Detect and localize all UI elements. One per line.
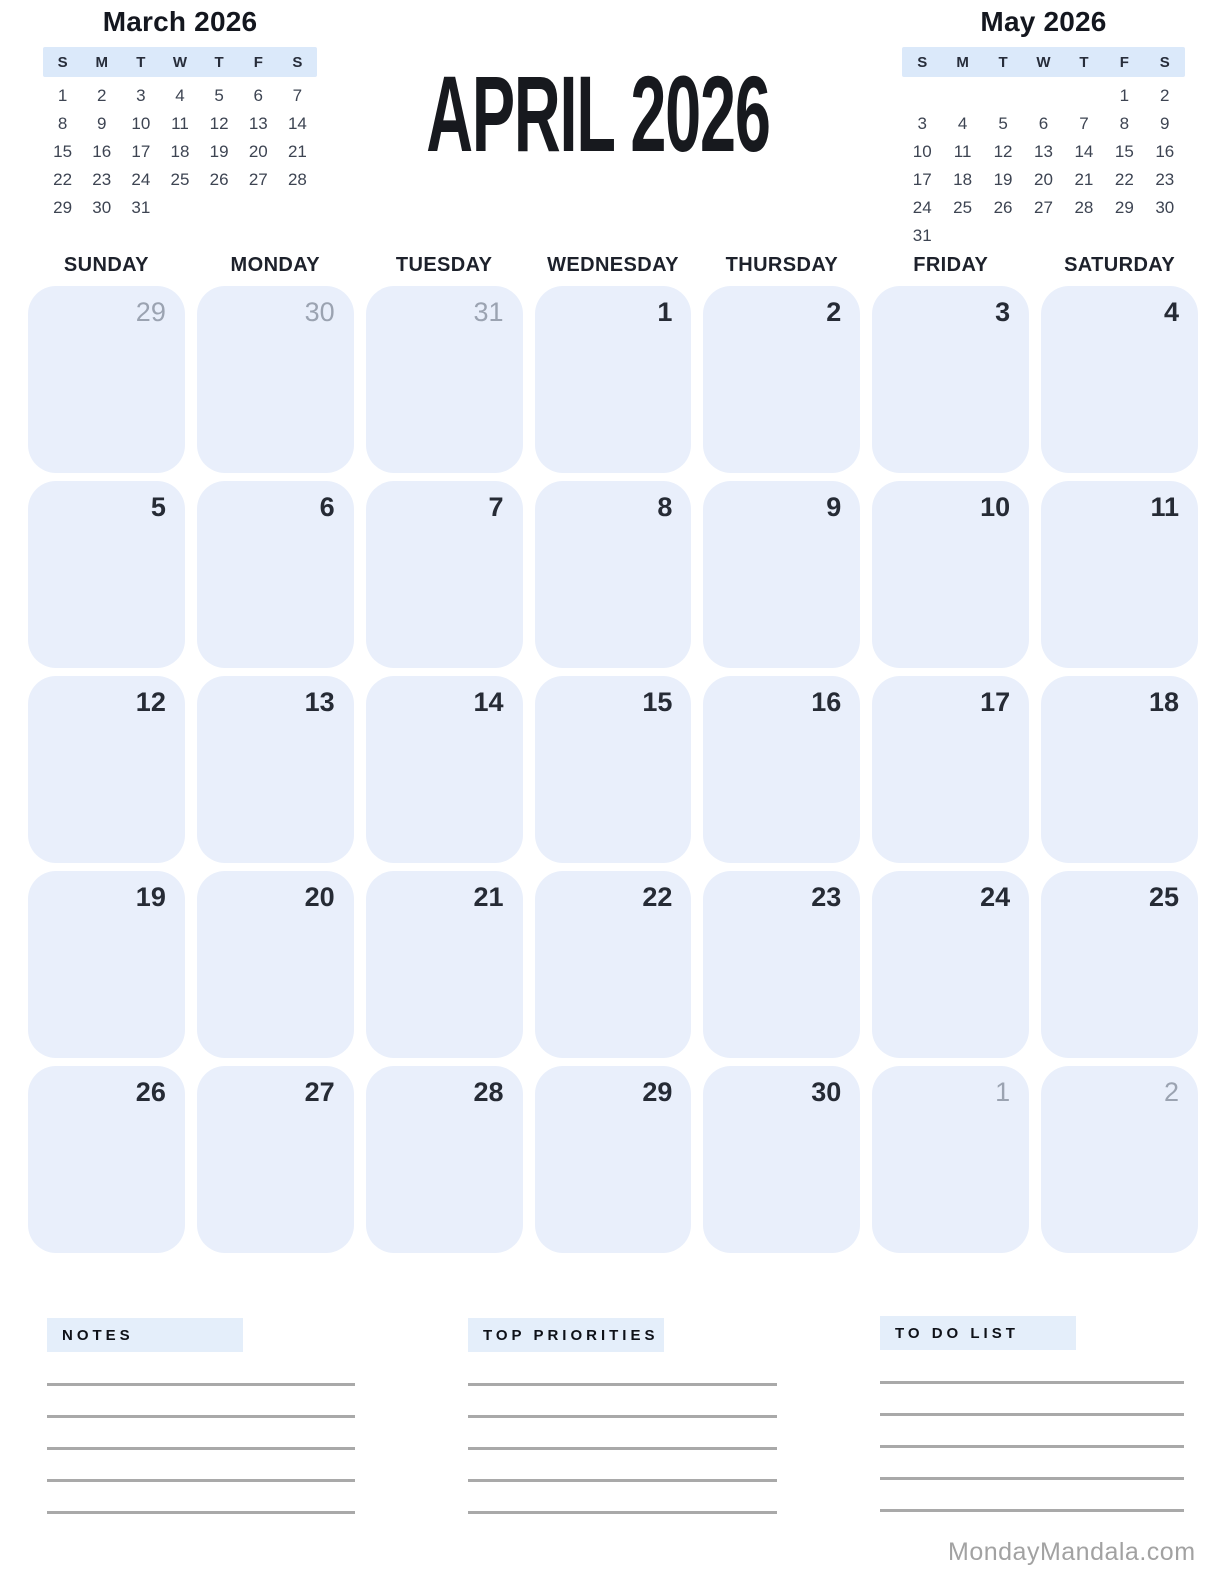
day-cell: [703, 676, 860, 863]
day-cell: [1041, 871, 1198, 1058]
mini-day: 8: [57, 114, 68, 133]
day-cell: [703, 1066, 860, 1253]
mini-day: 11: [953, 142, 972, 161]
day-cell: [872, 286, 1029, 473]
weekday-header: FRIDAY: [913, 254, 989, 276]
day-number: 16: [811, 687, 842, 717]
mini-day: 9: [1160, 114, 1170, 133]
day-cell: [872, 1066, 1029, 1253]
mini-day: 29: [53, 198, 73, 217]
mini-day: 31: [912, 226, 932, 245]
todo-list-section: [880, 1316, 1184, 1512]
weekday-header: SUNDAY: [63, 254, 149, 276]
day-number: 27: [304, 1077, 335, 1107]
mini-day: 12: [993, 142, 1013, 161]
day-number: 30: [811, 1077, 842, 1107]
top-priorities-label: TOP PRIORITIES: [468, 1318, 664, 1352]
mini-day: 11: [171, 114, 189, 133]
mini-day: 16: [1155, 142, 1175, 161]
day-cell: [535, 871, 692, 1058]
mini-day: 15: [1114, 142, 1134, 161]
mini-day: 9: [96, 114, 107, 133]
day-number: 6: [319, 492, 335, 522]
day-cell: [703, 481, 860, 668]
day-number: 11: [1150, 492, 1179, 522]
mini-day: 12: [209, 114, 229, 133]
day-number: 12: [135, 687, 166, 717]
weekday-header: TUESDAY: [395, 254, 493, 276]
day-cell: [366, 676, 523, 863]
day-cell: [1041, 676, 1198, 863]
day-number: 28: [473, 1077, 504, 1107]
mini-day: 19: [993, 170, 1013, 189]
day-cell: [28, 871, 185, 1058]
day-number: 19: [135, 882, 166, 912]
day-number: 3: [995, 297, 1011, 327]
day-cell: [1041, 1066, 1198, 1253]
day-cell: [872, 676, 1029, 863]
notes-label: NOTES: [47, 1318, 243, 1352]
mini-day: 29: [1114, 198, 1134, 217]
ruled-line: [880, 1448, 1184, 1480]
day-cell: [535, 481, 692, 668]
ruled-line: [468, 1482, 777, 1514]
ruled-line: [47, 1354, 355, 1386]
day-number: 8: [657, 492, 673, 522]
day-cell: [1041, 481, 1198, 668]
mini-weekday-letter: T: [214, 53, 224, 71]
todo-list-label: TO DO LIST: [880, 1316, 1076, 1350]
mini-day: 5: [998, 114, 1008, 133]
ruled-line: [880, 1480, 1184, 1512]
day-cell: [703, 871, 860, 1058]
day-cell: [366, 1066, 523, 1253]
mini-weekday-letter: T: [1079, 53, 1089, 71]
day-number: 9: [826, 492, 842, 522]
mini-day: 16: [92, 142, 112, 161]
day-number: 21: [473, 882, 504, 912]
ruled-line: [880, 1384, 1184, 1416]
mini-day: 4: [957, 114, 968, 133]
mini-day: 28: [287, 170, 307, 189]
mini-calendar-title: May 2026: [980, 6, 1107, 37]
mini-day: 15: [53, 142, 73, 161]
day-cell: [28, 481, 185, 668]
ruled-line: [47, 1386, 355, 1418]
weekday-header: THURSDAY: [725, 254, 839, 276]
mini-day: 6: [253, 86, 263, 105]
mini-day: 18: [170, 142, 190, 161]
mini-day: 20: [248, 142, 268, 161]
day-cell: [197, 1066, 354, 1253]
ruled-line: [468, 1450, 777, 1482]
mini-day: 3: [136, 86, 146, 105]
ruled-line: [47, 1450, 355, 1482]
mini-calendar-title: March 2026: [102, 6, 258, 37]
day-cell: [197, 481, 354, 668]
ruled-line: [47, 1482, 355, 1514]
day-number: 30: [304, 297, 335, 327]
mini-day: 4: [175, 86, 185, 105]
mini-day: 1: [1119, 86, 1130, 105]
day-cell: [366, 286, 523, 473]
mini-day: 7: [1079, 114, 1089, 133]
mini-day: 14: [1074, 142, 1094, 161]
day-cell: [535, 286, 692, 473]
month-grid: [28, 286, 1198, 1253]
day-cell: [1041, 286, 1198, 473]
weekday-header: WEDNESDAY: [547, 254, 679, 276]
day-number: 4: [1163, 297, 1179, 327]
mini-day: 21: [1074, 170, 1094, 189]
mini-day: 17: [912, 170, 932, 189]
mini-calendar-may: [902, 6, 1185, 250]
mini-day: 13: [1034, 142, 1053, 161]
day-cell: [703, 286, 860, 473]
day-number: 2: [1163, 1077, 1179, 1107]
mini-weekday-letter: M: [956, 53, 969, 71]
mini-weekday-letter: T: [136, 53, 146, 71]
day-cell: [28, 1066, 185, 1253]
day-number: 14: [473, 687, 504, 717]
day-number: 7: [488, 492, 504, 522]
mini-day: 7: [292, 86, 303, 105]
day-number: 15: [642, 687, 673, 717]
mini-weekday-letter: F: [253, 53, 263, 71]
mini-day: 30: [1155, 198, 1175, 217]
top-priorities-section: [468, 1318, 777, 1514]
day-number: 26: [135, 1077, 166, 1107]
ruled-line: [468, 1418, 777, 1450]
mini-weekday-letter: F: [1119, 53, 1129, 71]
day-number: 29: [642, 1077, 673, 1107]
weekday-header: SATURDAY: [1064, 254, 1176, 276]
mini-day: 24: [912, 198, 932, 217]
mini-day: 24: [131, 170, 151, 189]
mini-weekday-letter: W: [1036, 53, 1051, 71]
day-number: 23: [811, 882, 842, 912]
mini-day: 13: [248, 114, 268, 133]
site-credit: MondayMandala.com: [948, 1538, 1196, 1566]
day-number: 17: [980, 687, 1011, 717]
mini-weekday-letter: S: [917, 53, 928, 71]
day-cell: [28, 286, 185, 473]
day-cell: [197, 676, 354, 863]
mini-day: 31: [131, 198, 151, 217]
day-number: 29: [135, 297, 166, 327]
ruled-line: [880, 1416, 1184, 1448]
day-cell: [197, 871, 354, 1058]
ruled-line: [47, 1418, 355, 1450]
mini-day-grid: [902, 82, 1185, 250]
mini-day: 28: [1074, 198, 1094, 217]
mini-day: 2: [1160, 86, 1170, 105]
mini-day: 2: [96, 86, 107, 105]
todo-list-lines: [880, 1352, 1184, 1512]
mini-day: 10: [912, 142, 932, 161]
mini-weekday-letter: S: [292, 53, 303, 71]
ruled-line: [468, 1386, 777, 1418]
day-number: 18: [1148, 687, 1179, 717]
mini-day: 20: [1034, 170, 1053, 189]
day-number: 24: [980, 882, 1011, 912]
day-number: 1: [657, 297, 673, 327]
mini-day: 30: [92, 198, 112, 217]
mini-day: 22: [1114, 170, 1134, 189]
mini-day: 18: [953, 170, 973, 189]
mini-day: 26: [993, 198, 1013, 217]
day-number: 1: [995, 1077, 1011, 1107]
day-cell: [872, 871, 1029, 1058]
mini-day: 26: [209, 170, 229, 189]
day-cell: [28, 676, 185, 863]
day-cell: [535, 1066, 692, 1253]
top-priorities-lines: [468, 1354, 777, 1514]
day-cell: [366, 481, 523, 668]
day-number: 20: [304, 882, 335, 912]
mini-weekday-letter: S: [57, 53, 68, 71]
day-cell: [535, 676, 692, 863]
mini-day: 25: [170, 170, 190, 189]
mini-day: 5: [214, 86, 224, 105]
ruled-line: [880, 1352, 1184, 1384]
weekday-header: MONDAY: [230, 254, 320, 276]
day-number: 10: [980, 492, 1011, 522]
mini-day: 17: [131, 142, 151, 161]
day-cell: [872, 481, 1029, 668]
day-number: 5: [150, 492, 166, 522]
mini-day: 23: [1155, 170, 1175, 189]
mini-day: 23: [92, 170, 112, 189]
mini-day: 25: [953, 198, 973, 217]
mini-day: 10: [131, 114, 151, 133]
day-number: 25: [1148, 882, 1179, 912]
day-number: 2: [826, 297, 842, 327]
mini-weekday-letter: M: [95, 53, 108, 71]
notes-section: [47, 1318, 355, 1514]
mini-day: 6: [1038, 114, 1049, 133]
day-cell: [197, 286, 354, 473]
mini-weekday-letter: S: [1159, 53, 1170, 71]
day-number: 22: [642, 882, 673, 912]
mini-day: 14: [287, 114, 307, 133]
day-cell: [366, 871, 523, 1058]
mini-day: 19: [209, 142, 229, 161]
mini-day: 8: [1119, 114, 1130, 133]
weekday-header-row: [28, 254, 1198, 277]
mini-day: 27: [1034, 198, 1053, 217]
mini-day: 22: [53, 170, 73, 189]
mini-weekday-letter: W: [172, 53, 188, 71]
ruled-line: [468, 1354, 777, 1386]
mini-day: 3: [917, 114, 927, 133]
day-number: 31: [473, 297, 504, 327]
day-number: 13: [304, 687, 335, 717]
mini-weekday-letter: T: [998, 53, 1008, 71]
mini-day: 21: [287, 142, 307, 161]
mini-day: 1: [57, 86, 68, 105]
mini-weekday-band: [902, 47, 1185, 77]
notes-lines: [47, 1354, 355, 1514]
mini-day: 27: [248, 170, 268, 189]
page-title: APRIL 2026: [426, 53, 770, 174]
